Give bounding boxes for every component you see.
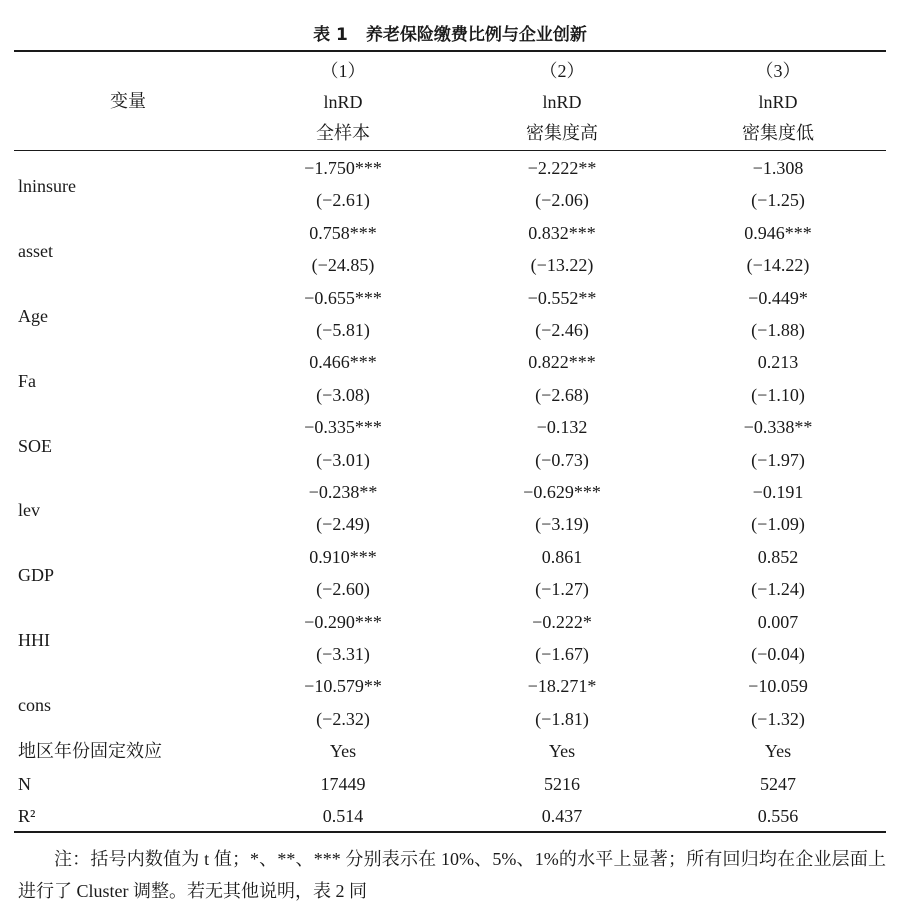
t-value-cell: (−0.04): [751, 644, 805, 664]
t-value-cell: (−2.68): [535, 385, 589, 405]
footer-value-cell: Yes: [764, 741, 792, 761]
t-value-cell: (−13.22): [530, 255, 594, 275]
table-title: [0, 20, 900, 45]
t-value-cell: (−1.25): [751, 190, 805, 210]
variable-label: lninsure: [18, 176, 76, 196]
coefficient-cell: 0.861: [541, 547, 583, 567]
coefficient-cell: 0.466***: [309, 352, 377, 372]
footer-value-cell: Yes: [548, 741, 576, 761]
t-value-cell: (−1.27): [535, 579, 589, 599]
variable-label: lev: [18, 500, 40, 520]
t-value-cell: (−2.60): [316, 579, 370, 599]
t-value-cell: (−1.09): [751, 514, 805, 534]
col-2-dependent: lnRD: [542, 92, 582, 112]
table-number: 表 1: [313, 25, 348, 45]
t-value-cell: (−5.81): [316, 320, 370, 340]
coefficient-cell: −10.579**: [304, 676, 382, 696]
footer-value-cell: 0.437: [541, 806, 583, 826]
t-value-cell: (−1.32): [751, 709, 805, 729]
variable-label: GDP: [18, 565, 55, 585]
t-value-cell: (−2.46): [535, 320, 589, 340]
variable-header: 变量: [110, 91, 146, 111]
col-1-sample: 全样本: [316, 123, 370, 143]
footer-value-cell: 0.556: [757, 806, 799, 826]
variable-label: HHI: [18, 630, 50, 650]
coefficient-cell: −1.750***: [304, 158, 382, 178]
t-value-cell: (−24.85): [311, 255, 375, 275]
coefficient-cell: −0.335***: [304, 417, 382, 437]
table-title-text: 养老保险缴费比例与企业创新: [365, 25, 587, 45]
coefficient-cell: 0.832***: [528, 223, 596, 243]
footer-row-label: R²: [18, 806, 36, 826]
t-value-cell: (−1.67): [535, 644, 589, 664]
col-3-dependent: lnRD: [758, 92, 798, 112]
t-value-cell: (−1.10): [751, 385, 805, 405]
t-value-cell: (−3.01): [316, 450, 370, 470]
t-value-cell: (−3.08): [316, 385, 370, 405]
footer-value-cell: 17449: [320, 774, 366, 794]
t-value-cell: (−3.31): [316, 644, 370, 664]
t-value-cell: (−0.73): [535, 450, 589, 470]
coefficient-cell: 0.852: [757, 547, 799, 567]
coefficient-cell: −0.449*: [748, 288, 808, 308]
coefficient-cell: 0.213: [757, 352, 799, 372]
coefficient-cell: −0.290***: [304, 612, 382, 632]
footer-row-label: 地区年份固定效应: [18, 741, 162, 761]
footer-value-cell: 5247: [760, 774, 796, 794]
variable-label: Fa: [18, 371, 36, 391]
variable-label: asset: [18, 241, 53, 261]
table-note: 注：括号内数值为 t 值；*、**、*** 分别表示在 10%、5%、1%的水平上显著；所有回归均在企业层面上进行了 Cluster 调整。若无其他说明，表 2 同: [18, 849, 886, 901]
t-value-cell: (−14.22): [746, 255, 810, 275]
t-value-cell: (−2.32): [316, 709, 370, 729]
header-rule: [14, 150, 886, 151]
coefficient-cell: −0.191: [752, 482, 804, 502]
t-value-cell: (−2.06): [535, 190, 589, 210]
coefficient-cell: 0.007: [757, 612, 799, 632]
col-1-number: （1）: [320, 61, 366, 81]
coefficient-cell: −10.059: [748, 676, 808, 696]
coefficient-cell: 0.758***: [309, 223, 377, 243]
t-value-cell: (−2.49): [316, 514, 370, 534]
bottom-rule: [14, 831, 886, 833]
t-value-cell: (−2.61): [316, 190, 370, 210]
col-1-dependent: lnRD: [323, 92, 363, 112]
footer-value-cell: 5216: [544, 774, 580, 794]
coefficient-cell: −1.308: [752, 158, 804, 178]
t-value-cell: (−1.81): [535, 709, 589, 729]
col-2-number: （2）: [539, 61, 585, 81]
coefficient-cell: −18.271*: [527, 676, 597, 696]
coefficient-cell: −0.629***: [523, 482, 601, 502]
footer-value-cell: Yes: [329, 741, 357, 761]
coefficient-cell: −0.222*: [532, 612, 592, 632]
coefficient-cell: 0.822***: [528, 352, 596, 372]
coefficient-cell: 0.910***: [309, 547, 377, 567]
top-rule: [14, 50, 886, 52]
col-2-sample: 密集度高: [526, 123, 598, 143]
footer-value-cell: 0.514: [322, 806, 364, 826]
coefficient-cell: −2.222**: [527, 158, 597, 178]
variable-label: cons: [18, 695, 51, 715]
coefficient-cell: −0.238**: [308, 482, 378, 502]
col-3-number: （3）: [755, 61, 801, 81]
footer-row-label: N: [18, 774, 31, 794]
coefficient-cell: −0.132: [536, 417, 588, 437]
t-value-cell: (−1.88): [751, 320, 805, 340]
t-value-cell: (−1.24): [751, 579, 805, 599]
variable-label: SOE: [18, 436, 53, 456]
t-value-cell: (−3.19): [535, 514, 589, 534]
variable-label: Age: [18, 306, 48, 326]
coefficient-cell: −0.552**: [527, 288, 597, 308]
t-value-cell: (−1.97): [751, 450, 805, 470]
coefficient-cell: −0.338**: [743, 417, 813, 437]
coefficient-cell: −0.655***: [304, 288, 382, 308]
coefficient-cell: 0.946***: [744, 223, 812, 243]
col-3-sample: 密集度低: [742, 123, 814, 143]
